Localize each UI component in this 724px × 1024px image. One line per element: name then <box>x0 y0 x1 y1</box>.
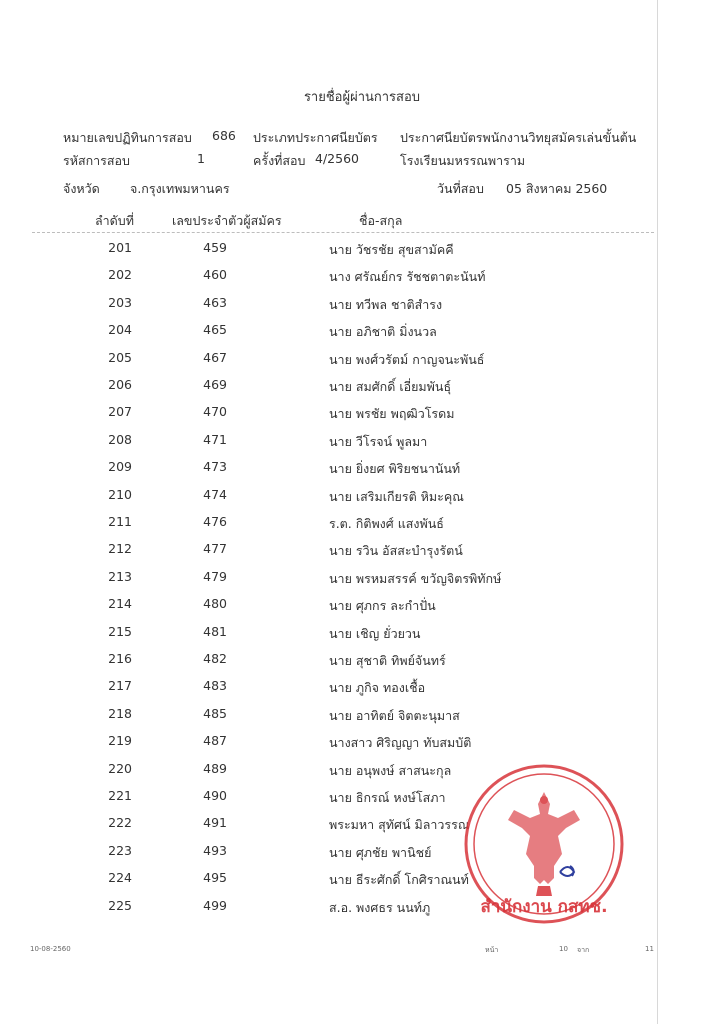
row-name: นาย ศุภกร ละกำปั่น <box>329 598 436 614</box>
row-name: พระมหา สุทัศน์ มิลาวรรณ <box>329 817 470 833</box>
row-name: นาย รวิน อัสสะบำรุงรัตน์ <box>329 543 463 559</box>
row-order: 202 <box>108 267 132 283</box>
row-applicant-id: 473 <box>203 459 227 475</box>
column-header-order: ลำดับที่ <box>95 213 134 228</box>
row-applicant-id: 479 <box>203 568 227 584</box>
table-row <box>0 624 724 644</box>
row-name: นาย อนุพงษ์ สาสนะกุล <box>329 762 452 778</box>
row-name: นาย เชิญ ยั่วยวน <box>329 625 421 641</box>
row-applicant-id: 474 <box>203 486 227 502</box>
row-order: 216 <box>108 651 132 666</box>
exam-date-label: วันที่สอบ <box>437 181 484 196</box>
row-name: นาย ภูกิจ ทองเชื้อ <box>329 680 426 696</box>
row-order: 224 <box>108 870 132 886</box>
table-row <box>0 432 724 452</box>
row-applicant-id: 476 <box>203 514 227 529</box>
table-row <box>0 596 724 616</box>
table-row <box>0 651 724 671</box>
row-order: 209 <box>108 459 132 475</box>
page-label: หน้า <box>485 946 499 954</box>
table-row <box>0 678 724 698</box>
row-order: 220 <box>108 760 132 776</box>
row-applicant-id: 483 <box>203 678 227 694</box>
row-applicant-id: 491 <box>203 815 227 831</box>
row-applicant-id: 482 <box>203 651 227 666</box>
row-order: 201 <box>108 240 132 255</box>
table-row <box>0 733 724 753</box>
row-applicant-id: 470 <box>203 404 227 420</box>
row-applicant-id: 463 <box>203 294 227 310</box>
document-title: รายชื่อผู้ผ่านการสอบ <box>303 90 421 105</box>
certificate-type-value: ประกาศนียบัตรพนักงานวิทยุสมัครเล่นขั้นต้น <box>400 130 637 145</box>
row-applicant-id: 481 <box>203 623 227 639</box>
row-order: 206 <box>108 377 132 392</box>
exam-round-value: 4/2560 <box>315 151 359 166</box>
table-row <box>0 487 724 507</box>
exam-venue: โรงเรียนมหรรณพาราม <box>400 153 526 168</box>
row-order: 205 <box>108 349 132 365</box>
exam-date-value: 05 สิงหาคม 2560 <box>506 181 608 196</box>
row-name: นาย ทวีพล ชาติสำรง <box>329 296 443 312</box>
row-name: นาย อาทิตย์ จิตตะนุมาส <box>329 707 460 723</box>
table-row <box>0 459 724 479</box>
table-row <box>0 350 724 370</box>
page-number: 10 <box>559 945 568 953</box>
table-row <box>0 569 724 589</box>
row-name: นาย วัชรชัย สุขสามัคคี <box>329 242 454 257</box>
row-name: นาย พงศ์วรัตม์ กาญจนะพันธ์ <box>329 351 485 367</box>
row-applicant-id: 467 <box>203 349 227 365</box>
table-row <box>0 404 724 424</box>
of-label: จาก <box>577 946 590 954</box>
row-order: 219 <box>108 733 132 749</box>
exam-calendar-value: 686 <box>212 128 236 143</box>
row-order: 221 <box>108 788 132 803</box>
row-name: ส.อ. พงศธร นนท์ภู <box>329 899 431 915</box>
total-pages: 11 <box>645 945 654 953</box>
stamp-text: สำนักงาน กสทช. <box>480 897 608 917</box>
exam-calendar-label: หมายเลขปฏิทินการสอบ <box>63 130 192 145</box>
row-name: นาย ยิ่งยศ พิริยชนานันท์ <box>329 461 461 477</box>
row-order: 204 <box>108 322 132 338</box>
row-name: นาย วีโรจน์ พูลมา <box>329 433 428 449</box>
row-order: 211 <box>108 514 132 529</box>
print-date: 10-08-2560 <box>30 945 71 953</box>
exam-round-label: ครั้งที่สอบ <box>253 153 306 168</box>
table-row <box>0 377 724 397</box>
table-row <box>0 514 724 534</box>
row-order: 214 <box>108 596 132 612</box>
row-order: 225 <box>108 897 132 913</box>
exam-code-label: รหัสการสอบ <box>63 153 130 168</box>
row-name: นางสาว ศิริญญา ทับสมบัติ <box>329 735 472 751</box>
row-applicant-id: 485 <box>203 705 227 721</box>
table-row <box>0 541 724 561</box>
row-order: 223 <box>108 842 132 858</box>
row-name: นาย สุชาติ ทิพย์จันทร์ <box>329 653 446 668</box>
certificate-type-label: ประเภทประกาศนียบัตร <box>253 130 378 145</box>
row-applicant-id: 477 <box>203 541 227 557</box>
row-order: 218 <box>108 705 132 721</box>
row-name: นาง ศรัณย์กร รัชชตาตะนันท์ <box>329 269 486 285</box>
row-name: นาย อภิชาติ มิ่งนวล <box>329 324 437 340</box>
row-order: 208 <box>108 431 132 447</box>
table-row <box>0 295 724 315</box>
row-applicant-id: 480 <box>203 596 227 612</box>
row-name: นาย ธีระศักดิ์ โกศิราณนท์ <box>329 872 469 888</box>
table-row <box>0 322 724 342</box>
row-order: 215 <box>108 623 132 639</box>
row-name: ร.ต. กิติพงศ์ แสงพันธ์ <box>329 516 444 531</box>
row-applicant-id: 493 <box>203 842 227 858</box>
exam-code-value: 1 <box>197 151 205 166</box>
row-order: 203 <box>108 294 132 310</box>
office-seal-stamp <box>462 762 626 926</box>
row-applicant-id: 460 <box>203 267 227 283</box>
row-applicant-id: 469 <box>203 377 227 392</box>
row-order: 210 <box>108 486 132 502</box>
row-applicant-id: 487 <box>203 733 227 749</box>
row-applicant-id: 490 <box>203 788 227 803</box>
column-header-name: ชื่อ-สกุล <box>359 213 403 228</box>
row-order: 217 <box>108 678 132 694</box>
row-applicant-id: 499 <box>203 897 227 913</box>
row-applicant-id: 471 <box>203 431 227 447</box>
province-label: จังหวัด <box>63 181 100 196</box>
row-applicant-id: 465 <box>203 322 227 338</box>
header-divider <box>32 232 654 233</box>
row-order: 212 <box>108 541 132 557</box>
row-applicant-id: 495 <box>203 870 227 886</box>
row-name: นาย เสริมเกียรติ หิมะคุณ <box>329 488 464 504</box>
row-name: นาย สมศักดิ์ เอี่ยมพันธุ์ <box>329 379 452 394</box>
garuda-emblem-icon <box>508 792 580 896</box>
signature-mark <box>560 866 574 876</box>
row-applicant-id: 489 <box>203 760 227 776</box>
table-row <box>0 706 724 726</box>
row-order: 207 <box>108 404 132 420</box>
row-order: 213 <box>108 568 132 584</box>
row-name: นาย พรหมสรรค์ ขวัญจิตรพิทักษ์ <box>329 570 502 586</box>
table-row <box>0 240 724 260</box>
row-applicant-id: 459 <box>203 240 227 255</box>
row-name: นาย ศุภชัย พานิชย์ <box>329 844 432 860</box>
row-name: นาย พรชัย พฤฒิวโรดม <box>329 406 455 422</box>
table-row <box>0 267 724 287</box>
row-order: 222 <box>108 815 132 831</box>
province-value: จ.กรุงเทพมหานคร <box>130 181 230 196</box>
column-header-applicant-id: เลขประจำตัวผู้สมัคร <box>172 213 282 228</box>
row-name: นาย ธิกรณ์ หงษ์โสภา <box>329 790 446 805</box>
